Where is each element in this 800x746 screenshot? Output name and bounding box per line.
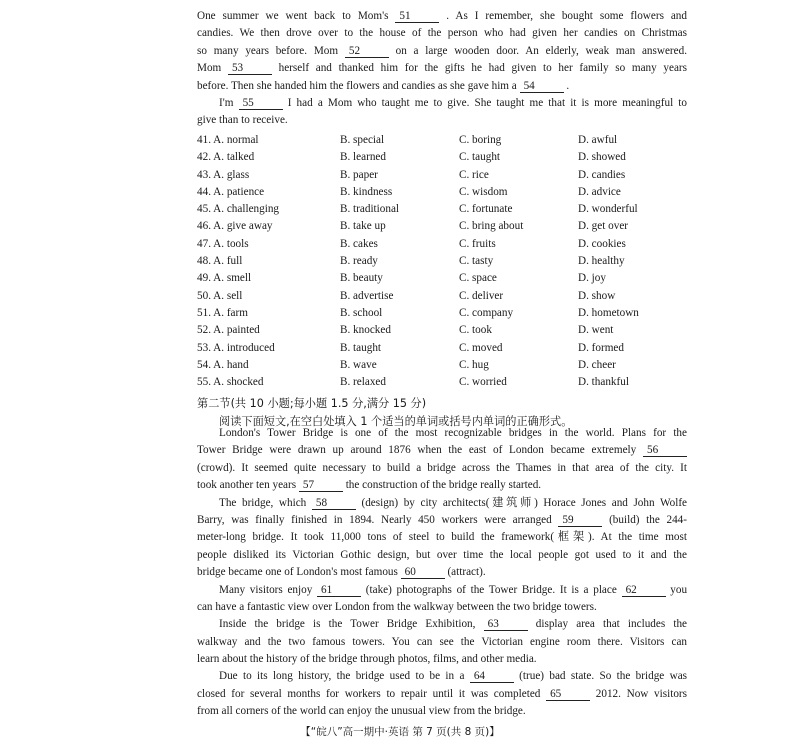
text-segment: I'm xyxy=(219,96,234,109)
answer-blank[interactable]: 59 xyxy=(558,514,602,527)
answer-blank[interactable]: 60 xyxy=(401,566,445,579)
option-choice[interactable]: D. formed xyxy=(578,341,624,354)
option-choice[interactable]: D. cookies xyxy=(578,237,626,250)
text-segment: Many visitors enjoy xyxy=(219,583,313,596)
answer-blank[interactable]: 63 xyxy=(484,618,528,631)
option-choice[interactable]: B. knocked xyxy=(340,324,391,337)
text-segment: can have a fantastic view over London from the walkway between the two bridge towers. xyxy=(197,600,597,613)
text-segment: you xyxy=(670,583,688,596)
option-choice[interactable]: D. show xyxy=(578,289,616,302)
option-row xyxy=(197,305,687,322)
option-choice[interactable]: C. took xyxy=(459,324,492,337)
text-line xyxy=(197,477,687,494)
text-segment: Due to its long history, the bridge used to be in a xyxy=(219,670,465,683)
option-choice[interactable]: 55. A. shocked xyxy=(197,376,264,389)
option-row xyxy=(197,288,687,305)
option-row xyxy=(197,374,687,391)
answer-blank[interactable]: 58 xyxy=(312,497,356,510)
option-choice[interactable]: B. cakes xyxy=(340,237,378,250)
option-choice[interactable]: B. advertise xyxy=(340,289,394,302)
text-line xyxy=(197,95,687,112)
text-line xyxy=(197,25,687,42)
option-choice[interactable]: 47. A. tools xyxy=(197,237,249,250)
option-choice[interactable]: D. joy xyxy=(578,272,606,285)
option-choice[interactable]: C. company xyxy=(459,306,514,319)
text-line xyxy=(197,703,687,720)
text-segment: display area that includes the xyxy=(535,618,688,631)
text-line xyxy=(197,495,687,512)
section-heading: 第二节(共 10 小题;每小题 1.5 分,满分 15 分) xyxy=(197,397,427,410)
text-segment: the construction of the bridge really started. xyxy=(345,479,542,492)
text-segment: Barry, was finally finished in 1894. Nearly 450 workers were arranged xyxy=(197,513,552,526)
text-line xyxy=(197,564,687,581)
text-line xyxy=(197,60,687,77)
option-row xyxy=(197,167,687,184)
option-choice[interactable]: C. deliver xyxy=(459,289,504,302)
answer-blank[interactable]: 55 xyxy=(239,97,283,110)
option-choice[interactable]: D. showed xyxy=(578,151,626,164)
answer-blank[interactable]: 57 xyxy=(299,479,343,492)
text-segment: (take) photographs of the Tower Bridge. It is a place xyxy=(365,583,617,596)
options-table xyxy=(197,132,687,391)
answer-blank[interactable]: 65 xyxy=(546,688,590,701)
text-line xyxy=(197,668,687,685)
option-choice[interactable]: D. advice xyxy=(578,185,621,198)
text-segment: so many years before. Mom xyxy=(197,44,339,57)
passage-1 xyxy=(197,8,687,130)
text-segment: give than to receive. xyxy=(197,114,288,127)
option-row xyxy=(197,218,687,235)
option-choice[interactable]: B. paper xyxy=(340,168,378,181)
text-segment: I had a Mom who taught me to give. She taught me that it is more meaningful to xyxy=(287,96,687,109)
option-row xyxy=(197,201,687,218)
text-segment: (build) the 244- xyxy=(609,513,687,526)
text-segment: on a large wooden door. An elderly, weak man answered. xyxy=(395,44,687,57)
text-segment: learn about the history of the bridge through photos, films, and other media. xyxy=(197,653,537,666)
option-choice[interactable]: B. take up xyxy=(340,220,386,233)
text-segment: . xyxy=(566,79,570,92)
option-choice[interactable]: 45. A. challenging xyxy=(197,203,280,216)
option-choice[interactable]: C. fortunate xyxy=(459,203,513,216)
text-line xyxy=(197,686,687,703)
option-choice[interactable]: B. taught xyxy=(340,341,382,354)
text-segment: Tower Bridge were drawn up around 1876 when the east of London became extremely xyxy=(197,444,637,457)
option-choice[interactable]: C. bring about xyxy=(459,220,524,233)
option-choice[interactable]: C. wisdom xyxy=(459,185,508,198)
text-segment: (design) by city architects(建筑师) Horace Jones and John Wolfe xyxy=(361,496,688,509)
text-line xyxy=(197,425,687,442)
answer-blank[interactable]: 62 xyxy=(622,584,666,597)
text-line xyxy=(197,112,687,129)
text-line xyxy=(197,78,687,95)
option-choice[interactable]: 50. A. sell xyxy=(197,289,243,302)
option-choice[interactable]: 53. A. introduced xyxy=(197,341,275,354)
option-choice[interactable]: 54. A. hand xyxy=(197,358,249,371)
answer-blank[interactable]: 51 xyxy=(395,10,439,23)
passage-2 xyxy=(197,425,687,721)
text-segment: walkway and the two famous towers. You can see the Victorian engine room there. Visitors can xyxy=(197,635,687,648)
option-choice[interactable]: B. school xyxy=(340,306,383,319)
option-choice[interactable]: D. candies xyxy=(578,168,626,181)
option-row xyxy=(197,132,687,149)
text-line xyxy=(197,651,687,668)
option-choice[interactable]: C. hug xyxy=(459,358,489,371)
text-line xyxy=(197,529,687,546)
option-choice[interactable]: 51. A. farm xyxy=(197,306,248,319)
option-choice[interactable]: 42. A. talked xyxy=(197,151,255,164)
option-choice[interactable]: 46. A. give away xyxy=(197,220,273,233)
text-segment: (attract). xyxy=(447,566,486,579)
option-choice[interactable]: D. get over xyxy=(578,220,629,233)
option-choice[interactable]: B. beauty xyxy=(340,272,383,285)
answer-blank[interactable]: 61 xyxy=(317,584,361,597)
option-row xyxy=(197,253,687,270)
option-choice[interactable]: C. rice xyxy=(459,168,489,181)
text-segment: The bridge, which xyxy=(219,496,307,509)
text-line xyxy=(197,582,687,599)
text-line xyxy=(197,599,687,616)
text-segment: candies. We then drove over to the house of the person who had given her candies on Christmas xyxy=(197,27,687,40)
text-segment: Mom xyxy=(197,62,222,75)
option-row xyxy=(197,340,687,357)
answer-blank[interactable]: 54 xyxy=(520,80,564,93)
answer-blank[interactable]: 56 xyxy=(643,444,687,457)
text-line xyxy=(197,616,687,633)
text-segment: people disliked its Victorian Gothic design, but over time the local people got used to it and the xyxy=(197,548,687,561)
text-line xyxy=(197,442,687,459)
text-segment: took another ten years xyxy=(197,479,297,492)
text-segment: . As I remember, she bought some flowers and xyxy=(446,10,687,22)
option-choice[interactable]: D. awful xyxy=(578,134,618,146)
option-choice[interactable]: B. wave xyxy=(340,358,377,371)
text-segment: closed for several months for workers to repair until it was completed xyxy=(197,687,541,700)
text-segment: (crowd). It seemed quite necessary to build a bridge across the Thames in that area of the city. It xyxy=(197,461,687,474)
text-line xyxy=(197,547,687,564)
text-segment: bridge became one of London's most famous xyxy=(197,566,398,579)
text-segment: herself and thanked him for the gifts he had given to her family so many years xyxy=(278,62,688,75)
option-choice[interactable]: 52. A. painted xyxy=(197,324,260,337)
option-choice[interactable]: B. learned xyxy=(340,151,386,164)
option-choice[interactable]: D. wonderful xyxy=(578,203,638,216)
answer-blank[interactable]: 52 xyxy=(345,45,389,58)
option-choice[interactable]: B. relaxed xyxy=(340,376,386,389)
option-choice[interactable]: B. kindness xyxy=(340,185,393,198)
option-choice[interactable]: D. hometown xyxy=(578,306,639,319)
text-segment: before. Then she handed him the flowers and candies as she gave him a xyxy=(197,79,517,92)
section-instruction: 阅读下面短文,在空白处填入 1 个适当的单词或括号内单词的正确形式。 xyxy=(219,415,573,428)
option-choice[interactable]: B. traditional xyxy=(340,203,400,216)
text-segment: from all corners of the world can enjoy the unusual view from the bridge. xyxy=(197,705,526,718)
option-choice[interactable]: C. tasty xyxy=(459,255,494,268)
option-choice[interactable]: D. thankful xyxy=(578,376,629,389)
page-footer: 【“皖八”高一期中·英语 第 7 页(共 8 页)】 xyxy=(300,726,500,738)
option-row xyxy=(197,322,687,339)
text-line xyxy=(197,634,687,651)
option-choice[interactable]: 41. A. normal xyxy=(197,134,259,146)
option-choice[interactable]: C. moved xyxy=(459,341,503,354)
option-choice[interactable]: 43. A. glass xyxy=(197,168,250,181)
text-line xyxy=(197,460,687,477)
option-choice[interactable]: D. healthy xyxy=(578,255,625,268)
option-choice[interactable]: D. went xyxy=(578,324,614,337)
option-choice[interactable]: 49. A. smell xyxy=(197,272,252,285)
text-line xyxy=(197,8,687,25)
option-row xyxy=(197,236,687,253)
option-choice[interactable]: B. ready xyxy=(340,255,378,268)
text-line xyxy=(197,512,687,529)
option-choice[interactable]: C. fruits xyxy=(459,237,496,250)
option-choice[interactable]: C. boring xyxy=(459,134,502,146)
option-choice[interactable]: C. space xyxy=(459,272,497,285)
answer-blank[interactable]: 64 xyxy=(470,670,514,683)
text-segment: Inside the bridge is the Tower Bridge Exhibition, xyxy=(219,618,476,631)
answer-blank[interactable]: 53 xyxy=(228,62,272,75)
text-segment: meter-long bridge. It took 11,000 tons of steel to build the framework(框架). At the time most xyxy=(197,531,687,544)
option-choice[interactable]: D. cheer xyxy=(578,358,616,371)
option-choice[interactable]: 44. A. patience xyxy=(197,185,265,198)
option-row xyxy=(197,270,687,287)
text-segment: (true) bad state. So the bridge was xyxy=(519,670,688,683)
text-line xyxy=(197,43,687,60)
option-choice[interactable]: 48. A. full xyxy=(197,255,243,268)
option-choice[interactable]: C. worried xyxy=(459,376,507,389)
option-row xyxy=(197,357,687,374)
option-choice[interactable]: B. special xyxy=(340,134,385,146)
text-segment: 2012. Now visitors xyxy=(595,687,688,700)
text-segment: London's Tower Bridge is one of the most recognizable bridges in the world. Plans for the xyxy=(219,427,687,439)
option-choice[interactable]: C. taught xyxy=(459,151,501,164)
text-segment: One summer we went back to Mom's xyxy=(197,10,389,22)
option-row xyxy=(197,149,687,166)
option-row xyxy=(197,184,687,201)
